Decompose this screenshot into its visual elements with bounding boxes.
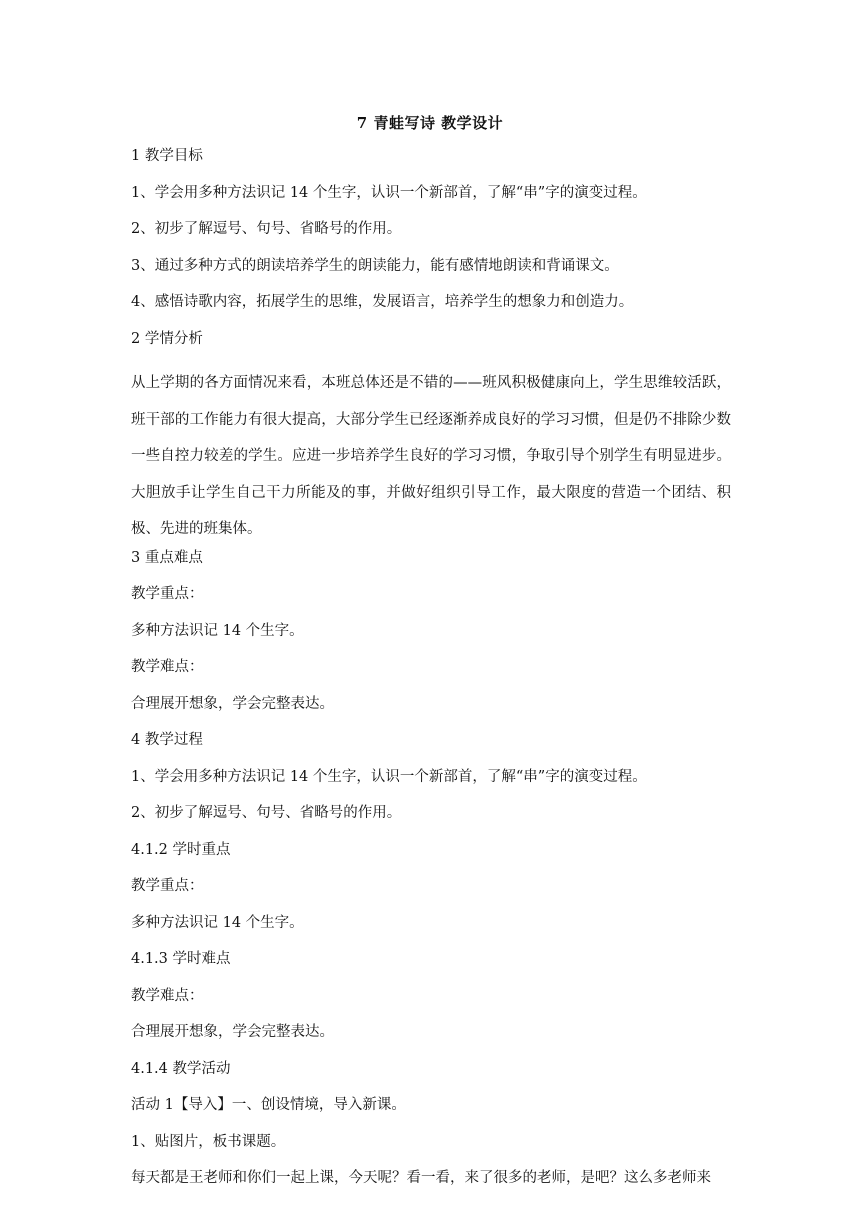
focus-label: 教学重点： [131,586,204,602]
subsection-heading-activities: 4.1.4 教学活动 [131,1060,231,1077]
objective-item-2: 2、初步了解逗号、句号、省略号的作用。 [131,221,402,237]
process-item-2: 2、初步了解逗号、句号、省略号的作用。 [131,805,402,821]
process-item-1: 1、学会用多种方法识记 14 个生字，认识一个新部首，了解“串”字的演变过程。 [131,768,647,785]
document-title: 7 青蛙写诗 教学设计 [356,114,504,132]
subsection-difficulty-text: 合理展开想象，学会完整表达。 [131,1024,334,1040]
objective-item-3: 3、通过多种方式的朗读培养学生的朗读能力，能有感情地朗读和背诵课文。 [131,257,619,274]
subsection-focus-text: 多种方法识记 14 个生字。 [131,914,304,931]
focus-text: 多种方法识记 14 个生字。 [131,622,304,639]
analysis-paragraph: 从上学期的各方面情况来看，本班总体还是不错的——班风积极健康向上，学生思维较活跃，班干部的工作能力有很大提高，大部分学生已经逐渐养成良好的学习习惯，但是仍不排除少数一些自控力较差的学生。应进一步培养学生良好的学习习惯，争取引导个别学生有明显进步。大胆放手让学生自己干力所能及的事，并做好组织引导工作，最大限度的营造一个团结、积极、先进的班集体。 [131,375,731,537]
activity-step-1-text: 每天都是王老师和你们一起上课，今天呢？看一看，来了很多的老师，是吧？这么多老师来 [131,1170,711,1186]
subsection-heading-focus: 4.1.2 学时重点 [131,841,231,858]
difficulty-label: 教学难点： [131,659,204,675]
section-heading-analysis: 2 学情分析 [131,330,203,347]
activity-step-1: 1、贴图片，板书课题。 [131,1133,286,1150]
section-heading-key-points: 3 重点难点 [131,549,203,566]
subsection-difficulty-label: 教学难点： [131,987,204,1004]
document-body [131,146,731,1205]
section-heading-process: 4 教学过程 [131,732,203,748]
subsection-heading-difficulty: 4.1.3 学时难点 [131,951,231,967]
objective-item-4: 4、感悟诗歌内容，拓展学生的思维，发展语言，培养学生的想象力和创造力。 [131,294,634,310]
activity-1: 活动 1【导入】一、创设情境，导入新课。 [131,1097,406,1113]
objective-item-1: 1、学会用多种方法识记 14 个生字，认识一个新部首，了解“串”字的演变过程。 [131,184,647,201]
section-heading-objectives: 1 教学目标 [131,148,203,164]
subsection-focus-label: 教学重点： [131,878,204,894]
difficulty-text: 合理展开想象，学会完整表达。 [131,695,334,712]
